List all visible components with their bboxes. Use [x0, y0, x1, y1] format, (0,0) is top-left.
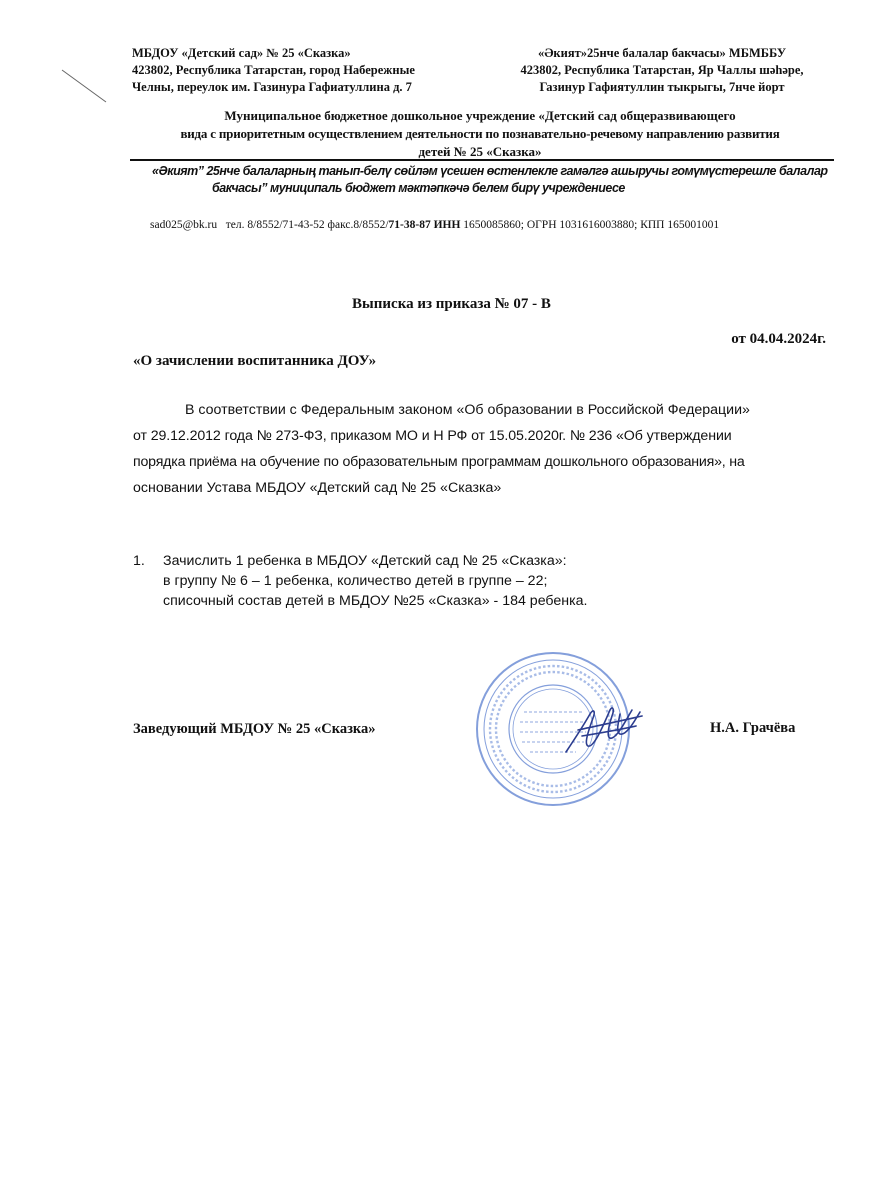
- header-right-line1: «Әкият»25нче балалар бакчасы» МБМББУ: [537, 46, 787, 60]
- organization-name-tatar: [152, 163, 842, 197]
- header-right-line3: Газинур Гафиятуллин тыкрыгы, 7нче йорт: [539, 80, 785, 94]
- header-right: [492, 45, 832, 96]
- contact-fax: 71-38-87 ИНН: [388, 219, 461, 231]
- contact-phones: тел. 8/8552/71-43-52 факс.8/8552/: [225, 219, 389, 231]
- organization-name-line2: вида с приоритетным осуществлением деятельности по познавательно-речевому направлению развития: [180, 126, 780, 141]
- preamble-line2: от 29.12.2012 года № 273-ФЗ, приказом МО и Н РФ от 15.05.2020г. № 236 «Об утверждении: [133, 428, 732, 444]
- contact-kpp: 165001001: [667, 219, 720, 231]
- organization-name-tatar-line2: бакчасы” муниципаль бюджет мәктәпкәчә белем бирү учреждениесе: [212, 181, 625, 195]
- preamble-line3: порядка приёма на обучение по образовательным программам дошкольного образования», на: [133, 454, 745, 470]
- signatory-name: Н.А. Грачёва: [710, 720, 796, 736]
- order-item: [133, 551, 833, 611]
- document-title: Выписка из приказа № 07 - В: [352, 296, 551, 312]
- header-left-line3: Челны, переулок им. Газинура Гафиатуллина д. 7: [132, 80, 412, 94]
- header-left: [132, 45, 462, 96]
- preamble-line4: основании Устава МБДОУ «Детский сад № 25 «Сказка»: [133, 480, 502, 496]
- preamble-line1: В соответствии с Федеральным законом «Об образовании в Российской Федерации»: [185, 402, 750, 418]
- contact-ogrn: 1031616003880; КПП: [559, 219, 665, 231]
- document-date: от 04.04.2024г.: [731, 331, 826, 347]
- preamble: [133, 397, 838, 501]
- header-right-line2: 423802, Республика Татарстан, Яр Чаллы шәһәре,: [520, 63, 804, 77]
- organization-name-line1: Муниципальное бюджетное дошкольное учреждение «Детский сад общеразвивающего: [224, 108, 736, 123]
- header-left-line2: 423802, Республика Татарстан, город Набережные: [132, 63, 415, 77]
- order-item-line3: списочный состав детей в МБДОУ №25 «Сказка» - 184 ребенка.: [163, 593, 588, 609]
- order-item-line2: в группу № 6 – 1 ребенка, количество детей в группе – 22;: [163, 573, 548, 589]
- organization-name-line3: детей № 25 «Сказка»: [418, 144, 542, 159]
- contacts-line: [150, 217, 719, 233]
- header-divider: [130, 159, 834, 161]
- organization-name-tatar-line1: «Әкият” 25нче балаларның танып-белү сөйләм үсешен өстенлекле гамәлгә ашыручы гомүмүстерешле балалар: [152, 164, 828, 178]
- order-item-number: 1.: [133, 553, 145, 569]
- organization-name: [120, 107, 840, 161]
- header-left-line1: МБДОУ «Детский сад» № 25 «Сказка»: [132, 46, 351, 60]
- document-subject: «О зачислении воспитанника ДОУ»: [133, 353, 377, 369]
- contact-inn: 1650085860; ОГРН: [463, 219, 557, 231]
- order-item-line1: Зачислить 1 ребенка в МБДОУ «Детский сад № 25 «Сказка»:: [163, 553, 567, 569]
- signatory-position: Заведующий МБДОУ № 25 «Сказка»: [133, 721, 376, 737]
- handwritten-signature: [560, 700, 650, 760]
- contact-email: sad025@bk.ru: [150, 219, 218, 231]
- scan-mark: [60, 68, 110, 108]
